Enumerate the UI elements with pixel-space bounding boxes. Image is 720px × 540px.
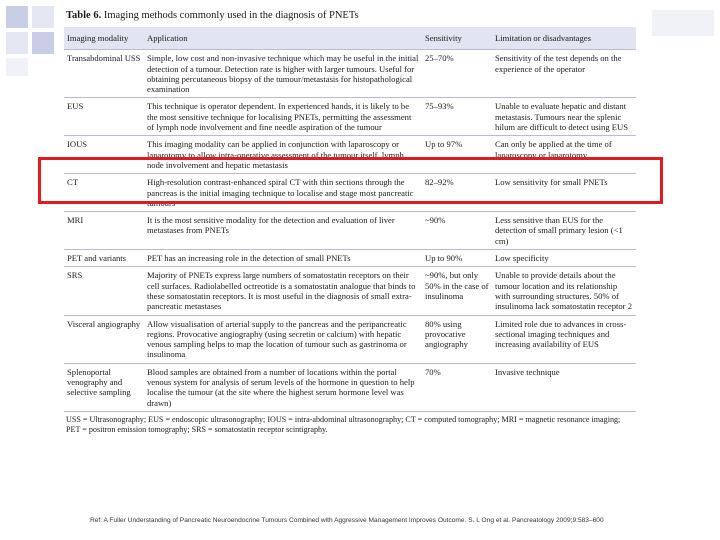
cell-limitation: Can only be applied at the time of laparoscopy or laparotomy: [492, 136, 636, 174]
cell-limitation: Low specificity: [492, 250, 636, 267]
table-row: [64, 363, 636, 411]
table-row: [64, 212, 636, 250]
cell-sensitivity: Up to 97%: [422, 136, 492, 174]
slide-decoration-right: [652, 10, 714, 36]
header-sensitivity: Sensitivity: [422, 27, 492, 50]
cell-modality: SRS: [64, 267, 144, 315]
cell-modality: MRI: [64, 212, 144, 250]
table-row: [64, 50, 636, 98]
table-header-row: [64, 27, 636, 50]
cell-limitation: Less sensitive than EUS for the detection of small primary lesion (<1 cm): [492, 212, 636, 250]
cell-application: This imaging modality can be applied in conjunction with laparoscopy or laparotomy to allow intra-operative assessment of the tumour itself, lymph node involvement and hepatic metastasis: [144, 136, 422, 174]
cell-limitation: Unable to evaluate hepatic and distant metastasis. Tumours near the splenic hilum are difficult to detect using EUS: [492, 98, 636, 136]
cell-application: PET has an increasing role in the detection of small PNETs: [144, 250, 422, 267]
header-modality: Imaging modality: [64, 27, 144, 50]
cell-sensitivity: ~90%, but only 50% in the case of insulinoma: [422, 267, 492, 315]
header-limitation: Limitation or disadvantages: [492, 27, 636, 50]
ious-row-highlight-box: [38, 157, 663, 204]
table-row: [64, 98, 636, 136]
cell-application: Blood samples are obtained from a number of locations within the portal venous system for analysis of serum levels of the hormone in question to help localise the tumour (at the site where the highest serum hormone level was drawn): [144, 363, 422, 411]
table-number: Table 6.: [66, 10, 102, 21]
cell-application: It is the most sensitive modality for the detection and evaluation of liver metastases from PNETs: [144, 212, 422, 250]
cell-modality: CT: [64, 174, 144, 212]
cell-sensitivity: 70%: [422, 363, 492, 411]
cell-limitation: Limited role due to advances in cross-sectional imaging techniques and increasing availability of EUS: [492, 315, 636, 363]
decor-square: [32, 6, 54, 28]
table-title: [64, 8, 636, 27]
cell-application: Allow visualisation of arterial supply to the pancreas and the peripancreatic regions. Provocative angiography (using secretin or calcium) with hepatic venous sampling helps to map the location of tumour such as gastrinoma or insulinoma: [144, 315, 422, 363]
decor-square: [6, 32, 28, 54]
cell-modality: Splenoportal venography and selective sampling: [64, 363, 144, 411]
table-row: [64, 267, 636, 315]
table-row: [64, 250, 636, 267]
decor-square: [6, 6, 28, 28]
imaging-table-figure: [64, 8, 636, 438]
header-application: Application: [144, 27, 422, 50]
cell-modality: Transabdominal USS: [64, 50, 144, 98]
cell-sensitivity: 82–92%: [422, 174, 492, 212]
table-row: [64, 315, 636, 363]
decor-square: [32, 32, 54, 54]
table-caption: Imaging methods commonly used in the diagnosis of PNETs: [103, 10, 359, 21]
cell-limitation: Invasive technique: [492, 363, 636, 411]
cell-application: Simple, low cost and non-invasive technique which may be useful in the initial detection of a tumour. Detection rate is higher with larger tumours. Useful for obtaining percutaneous biopsy of the tumour/metastasis for histopathological examination: [144, 50, 422, 98]
imaging-table: [64, 27, 636, 412]
decor-square: [6, 58, 28, 76]
cell-sensitivity: 25–70%: [422, 50, 492, 98]
cell-application: Majority of PNETs express large numbers of somatostatin receptors on their cell surfaces. Radiolabelled octreotide is a somatostatin analogue that binds to these somatostatin receptors. It is most useful in the diagnosis of small extra-pancreatic metastases: [144, 267, 422, 315]
cell-modality: Visceral angiography: [64, 315, 144, 363]
cell-modality: IOUS: [64, 136, 144, 174]
table-footnote: USS = Ultrasonography; EUS = endoscopic ultrasonography; IOUS = intra-abdominal ultrasonography; CT = computed tomography; MRI = magnetic resonance imaging; PET = positron emission tomography; SRS = somatostatin receptor scintigraphy.: [66, 414, 621, 435]
cell-limitation: Unable to provide details about the tumour location and its relationship with surrounding structures. 50% of insulinoma lack somatostatin receptor 2: [492, 267, 636, 315]
cell-application: This technique is operator dependent. In experienced hands, it is likely to be the most sensitive technique for localising PNETs, permitting the assessment of lymph node involvement and fine needle aspiration of the tumour: [144, 98, 422, 136]
cell-sensitivity: 75–93%: [422, 98, 492, 136]
cell-sensitivity: 80% using provocative angiography: [422, 315, 492, 363]
reference-citation: Ref: A Fuller Understanding of Pancreatic Neuroendocrine Tumours Combined with Aggressive Management Improves Outcome. S. L Ong et al. Pancreatology 2009;9:583–600: [90, 517, 604, 524]
cell-application: High-resolution contrast-enhanced spiral CT with thin sections through the pancreas is the initial imaging technique to localise and stage most pancreatic tumours: [144, 174, 422, 212]
cell-limitation: Low sensitivity for small PNETs: [492, 174, 636, 212]
cell-sensitivity: ~90%: [422, 212, 492, 250]
cell-limitation: Sensitivity of the test depends on the experience of the operator: [492, 50, 636, 98]
cell-modality: PET and variants: [64, 250, 144, 267]
cell-sensitivity: Up to 90%: [422, 250, 492, 267]
cell-modality: EUS: [64, 98, 144, 136]
slide-decoration: [0, 0, 60, 80]
